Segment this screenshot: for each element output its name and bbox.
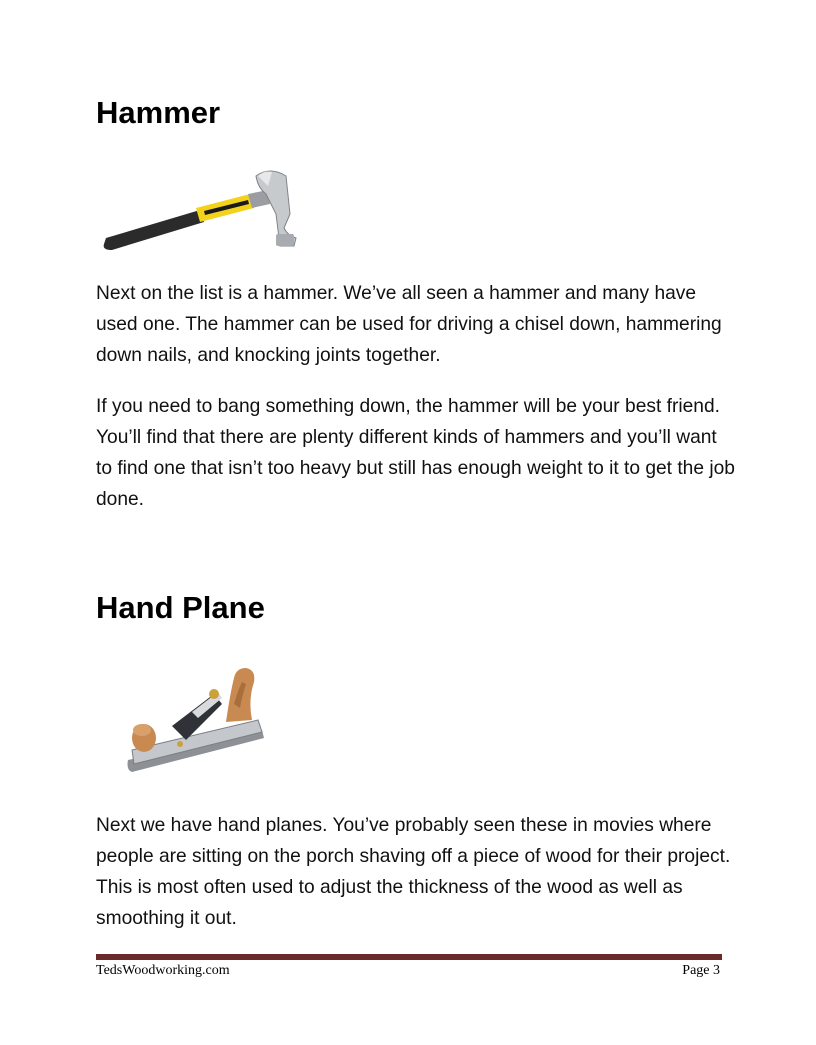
section-heading-hammer: Hammer <box>96 95 221 130</box>
section-heading-hand-plane: Hand Plane <box>96 590 265 625</box>
paragraph: Next on the list is a hammer. We’ve all seen a hammer and many have used one. The hammer can be used for driving a chisel down, hammering down nails, and knocking joints together. <box>96 283 722 366</box>
paragraph: If you need to bang something down, the hammer will be your best friend. You’ll find that there are plenty different kinds of hammers and you’ll want to find one that isn’t too heavy but still has enough weight to it to get the job done. <box>96 396 735 510</box>
footer-site: TedsWoodworking.com <box>96 963 230 978</box>
hand-plane-illustration <box>122 664 267 779</box>
footer-rule <box>96 954 722 960</box>
footer-page-number: Page 3 <box>682 963 720 978</box>
hammer-illustration <box>100 164 310 254</box>
paragraph: Next we have hand planes. You’ve probably seen these in movies where people are sitting on the porch shaving off a piece of wood for their project. This is most often used to adjust the thickness of the wood as well as smoothing it out. <box>96 815 731 929</box>
